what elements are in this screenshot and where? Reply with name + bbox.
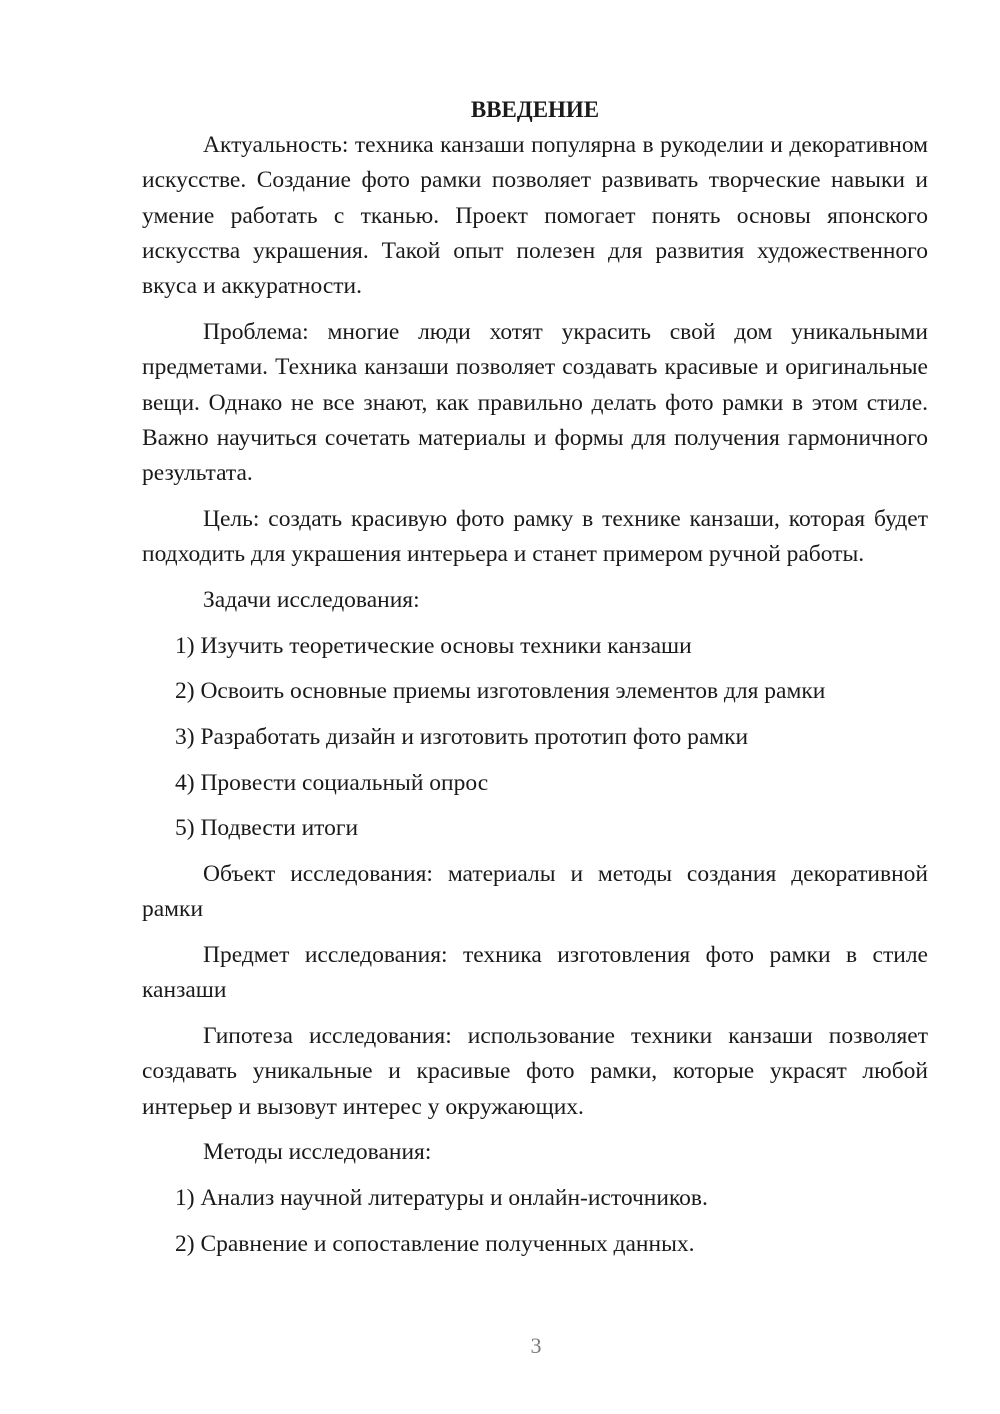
- section-title: ВВЕДЕНИЕ: [470, 97, 600, 122]
- object-paragraph: Объект исследования: материалы и методы создания декоративной рамки: [142, 860, 928, 923]
- problem-paragraph: Проблема: многие люди хотят украсить свой дом уникальными предметами. Техника канзаши позволяет создавать красивые и оригинальные вещи. Однако не все знают, как правильно делать фото рамки в этом стиле. Важно научиться сочетать материалы и формы для получения гармоничного результата.: [142, 318, 928, 487]
- page-number: 3: [530, 1333, 542, 1358]
- page-content: [142, 92, 928, 1272]
- tasks-heading: Задачи исследования:: [203, 587, 420, 614]
- subject-paragraph: Предмет исследования: техника изготовления фото рамки в стиле канзаши: [142, 941, 928, 1004]
- goal-paragraph: Цель: создать красивую фото рамку в технике канзаши, которая будет подходить для украшения интерьера и станет примером ручной работы.: [142, 505, 928, 568]
- task-item: 2) Освоить основные приемы изготовления элементов для рамки: [175, 678, 826, 705]
- hypothesis-paragraph: Гипотеза исследования: использование техники канзаши позволяет создавать уникальные и красивые фото рамки, которые украсят любой интерьер и вызовут интерес у окружающих.: [142, 1023, 928, 1120]
- method-item: 2) Сравнение и сопоставление полученных данных.: [175, 1230, 695, 1257]
- methods-heading: Методы исследования:: [203, 1139, 432, 1166]
- task-item: 3) Разработать дизайн и изготовить прототип фото рамки: [175, 724, 749, 751]
- task-item: 4) Провести социальный опрос: [175, 769, 489, 796]
- method-item: 1) Анализ научной литературы и онлайн-источников.: [175, 1185, 708, 1212]
- relevance-paragraph: Актуальность: техника канзаши популярна в рукоделии и декоративном искусстве. Создание фото рамки позволяет развивать творческие навыки и умение работать с тканью. Проект помогает понять основы японского искусства украшения. Такой опыт полезен для развития художественного вкуса и аккуратности.: [142, 132, 928, 300]
- task-item: 5) Подвести итоги: [175, 815, 359, 842]
- task-item: 1) Изучить теоретические основы техники канзаши: [175, 632, 692, 659]
